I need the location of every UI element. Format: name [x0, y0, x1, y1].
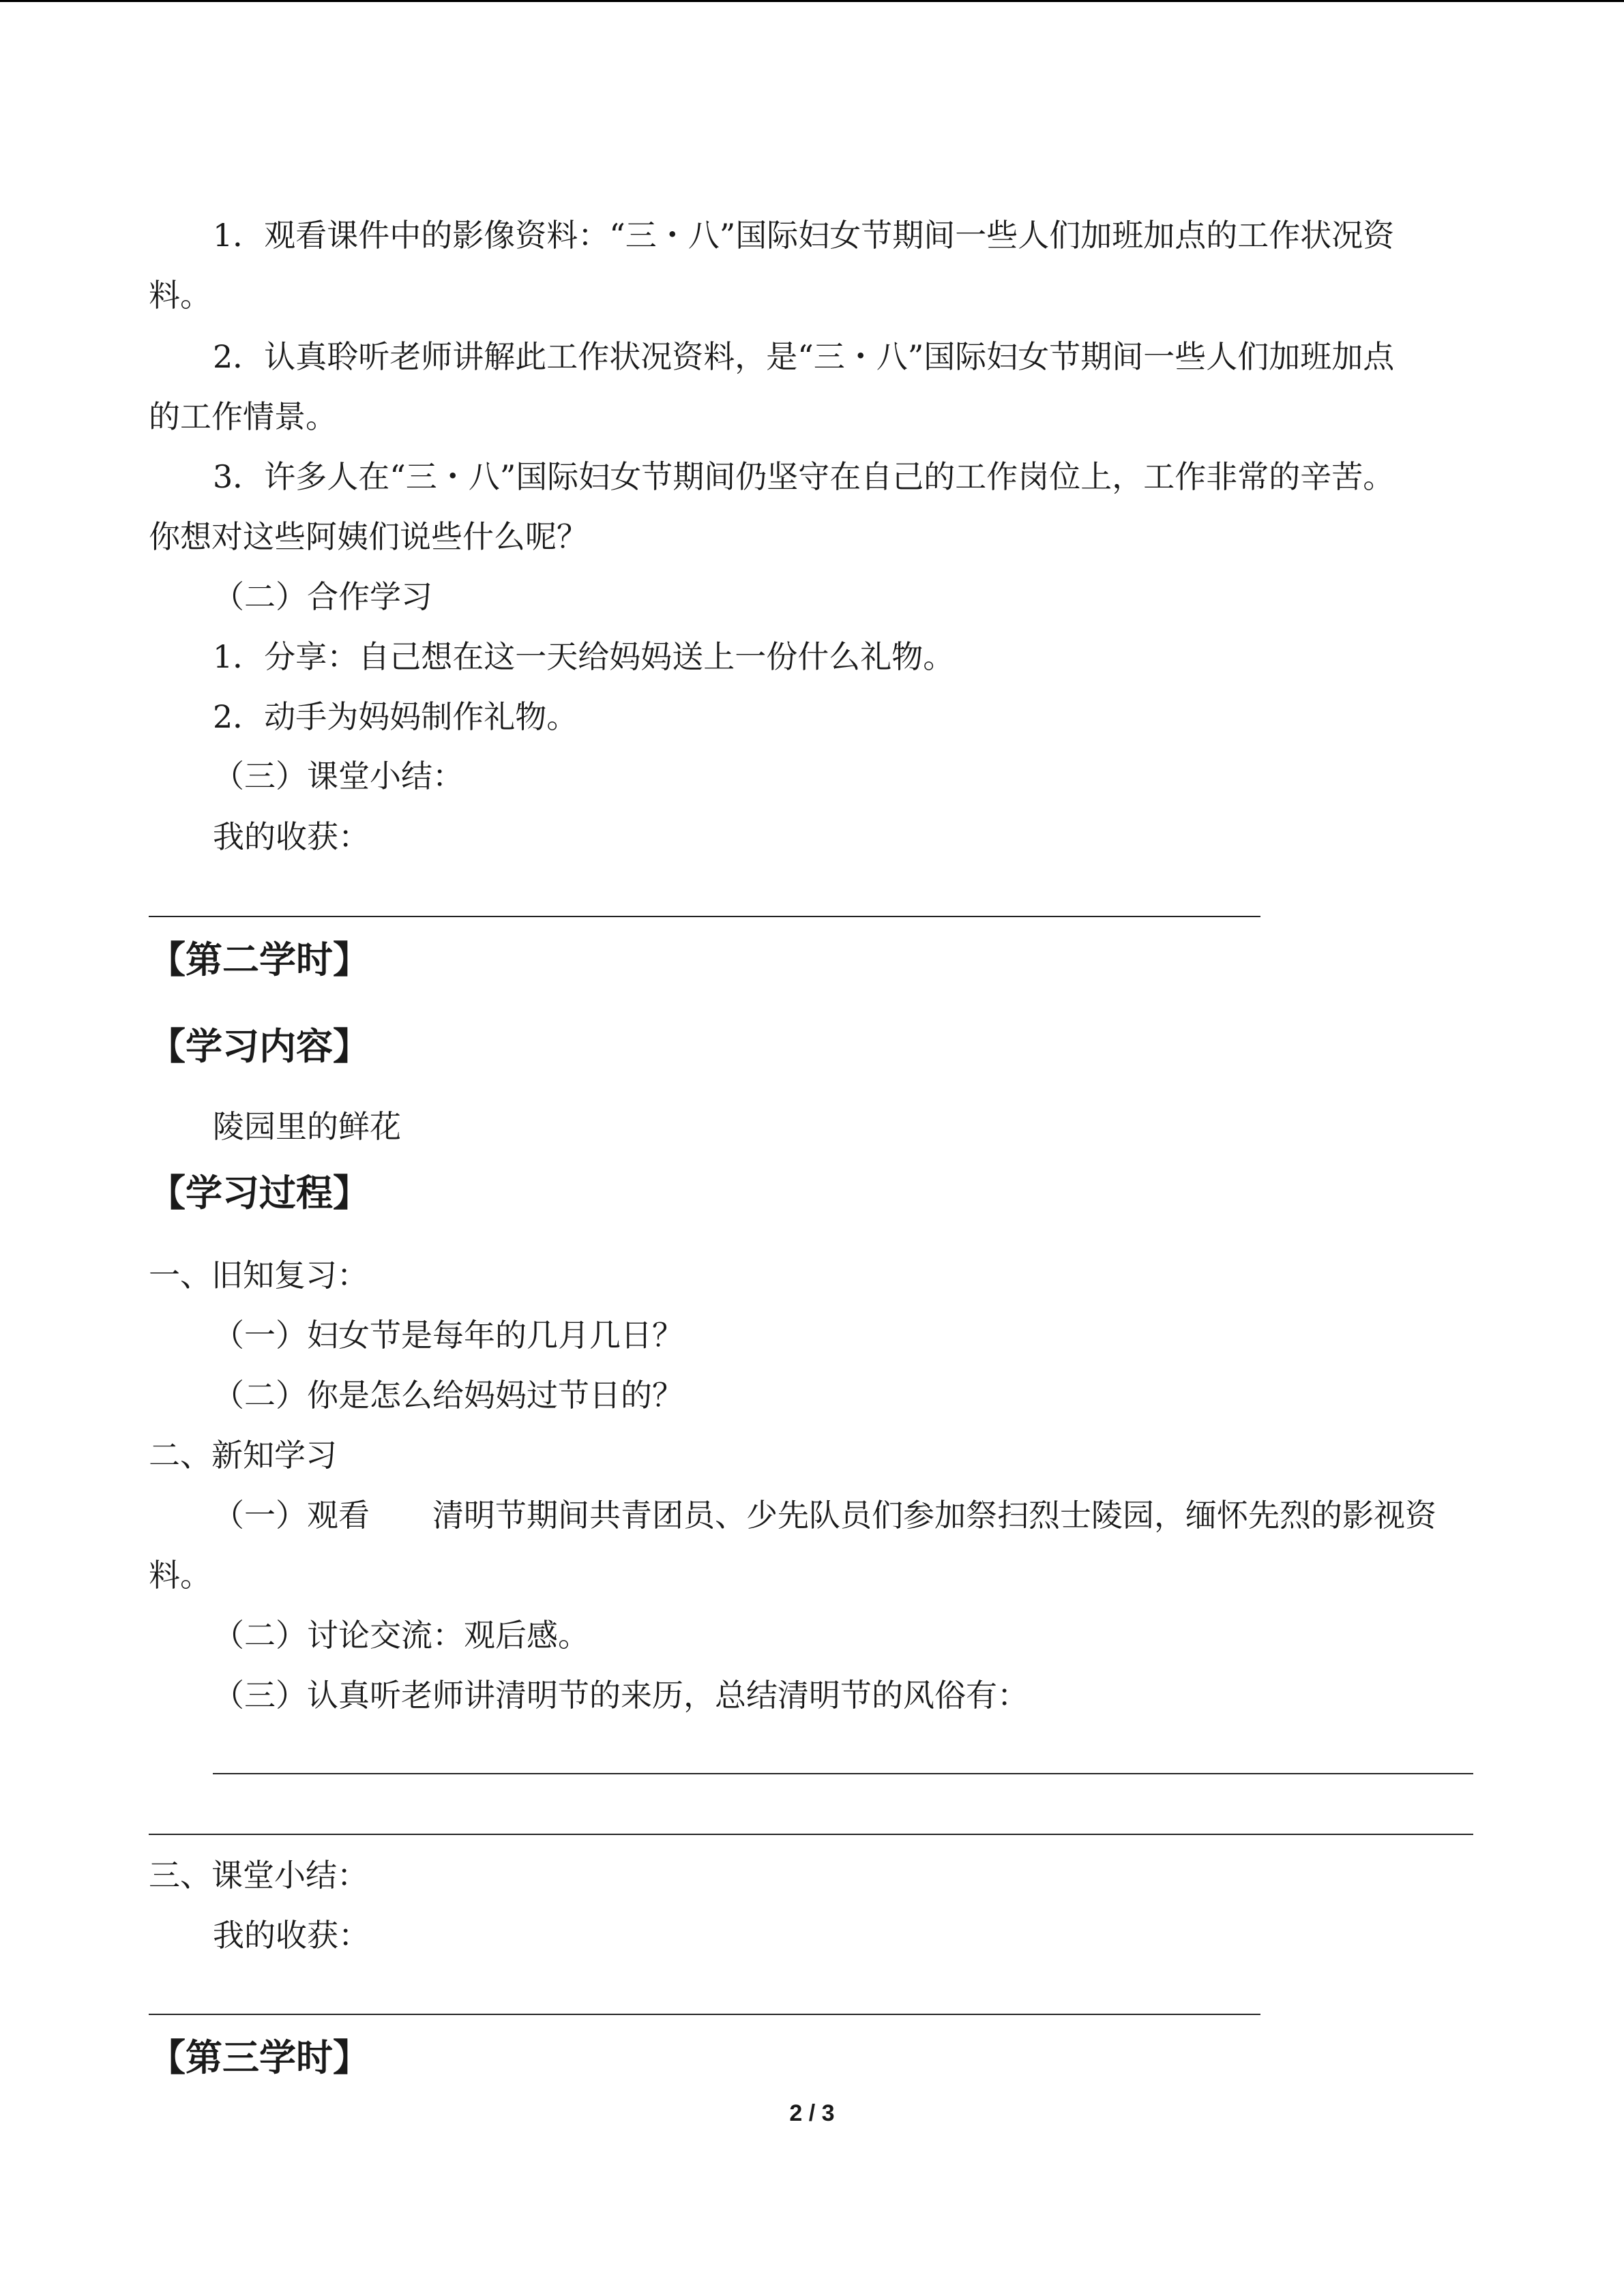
page-number: 2 / 3: [789, 2100, 835, 2126]
summary-heading: （三）课堂小结：: [213, 758, 464, 794]
answer-line: [149, 1834, 1473, 1835]
page-top-border: [0, 0, 1624, 2]
review-item-1: （一）妇女节是每年的几月几日？: [213, 1317, 683, 1354]
paragraph-item-1-cont: 料。: [149, 277, 211, 314]
paragraph-item-1: 1．观看课件中的影像资料：“三・八”国际妇女节期间一些人们加班加点的工作状况资: [213, 217, 1395, 254]
content-text: 陵园里的鲜花: [213, 1108, 401, 1145]
process-heading: 【学习过程】: [149, 1172, 370, 1214]
coop-heading: （二）合作学习: [213, 578, 432, 615]
new-item-1-cont: 料。: [149, 1557, 211, 1594]
new-heading: 二、新知学习: [149, 1437, 337, 1474]
answer-line: [149, 2014, 1260, 2015]
coop-item-2: 2．动手为妈妈制作礼物。: [213, 698, 578, 735]
content-heading: 【学习内容】: [149, 1025, 370, 1068]
new-item-3: （三）认真听老师讲清明节的来历，总结清明节的风俗有：: [213, 1677, 1029, 1714]
lesson2-title: 【第二学时】: [149, 938, 370, 981]
harvest-label: 我的收获：: [213, 818, 370, 855]
paragraph-item-3: 3．许多人在“三・八”国际妇女节期间仍坚守在自己的工作岗位上，工作非常的辛苦。: [213, 458, 1395, 495]
answer-line: [213, 1773, 1473, 1774]
lesson2-harvest-label: 我的收获：: [213, 1917, 370, 1954]
paragraph-item-2: 2．认真聆听老师讲解此工作状况资料，是“三・八”国际妇女节期间一些人们加班加点: [213, 338, 1395, 375]
answer-line: [149, 916, 1260, 917]
lesson3-title: 【第三学时】: [149, 2036, 370, 2079]
paragraph-item-2-cont: 的工作情景。: [149, 398, 337, 435]
coop-item-1: 1．分享：自己想在这一天给妈妈送上一份什么礼物。: [213, 638, 955, 675]
review-heading: 一、旧知复习：: [149, 1257, 368, 1294]
review-item-2: （二）你是怎么给妈妈过节日的？: [213, 1377, 683, 1414]
new-item-1: （一）观看 清明节期间共青团员、少先队员们参加祭扫烈士陵园，缅怀先烈的影视资: [213, 1497, 1436, 1534]
new-item-2: （二）讨论交流：观后感。: [213, 1617, 589, 1654]
paragraph-item-3-cont: 你想对这些阿姨们说些什么呢？: [149, 518, 588, 555]
lesson2-summary-heading: 三、课堂小结：: [149, 1857, 368, 1894]
